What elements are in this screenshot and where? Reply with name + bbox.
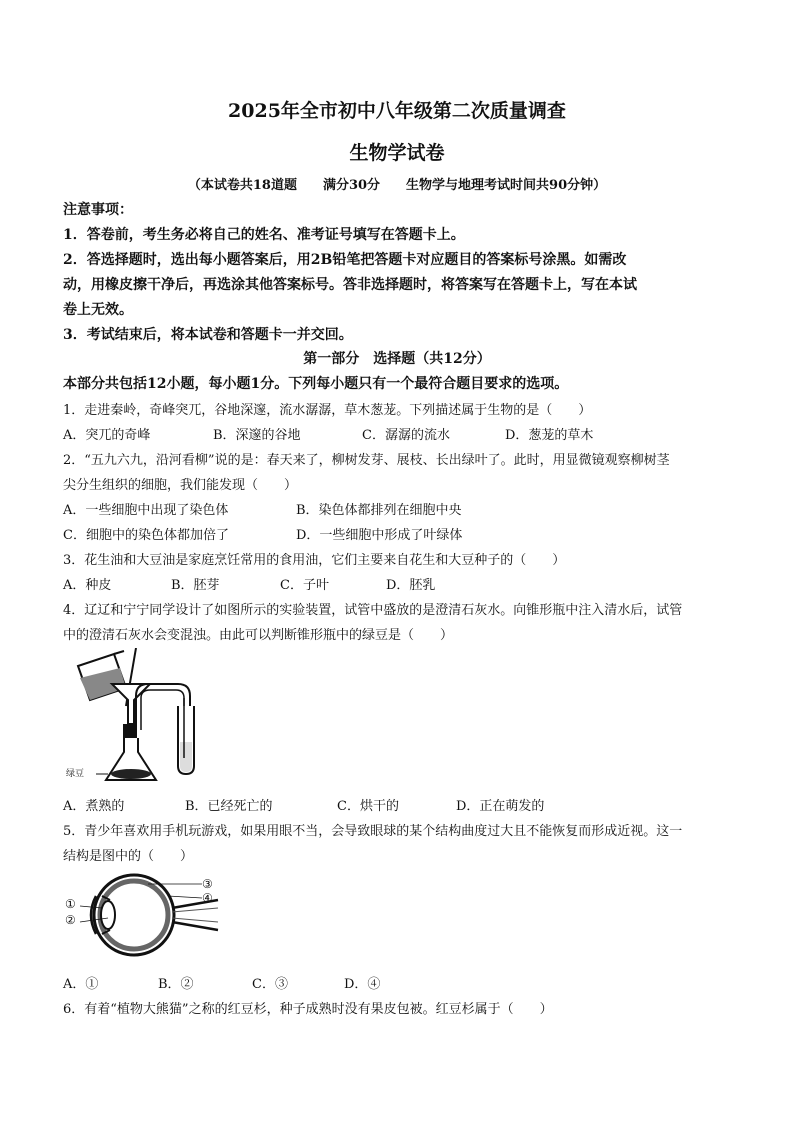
q4-option-b: B．已经死亡的 [185, 799, 273, 814]
note-2a: 2．答选择题时，选出每小题答案后，用2B铅笔把答题卡对应题目的答案标号涂黑。如需改 [63, 252, 627, 268]
q3-option-b: B．胚芽 [171, 578, 220, 593]
exam-title: 2025年全市初中八年级第二次质量调查 [228, 100, 566, 122]
q6-stem: 6．有着“植物大熊猫”之称的红豆杉，种子成熟时没有果皮包被。红豆杉属于（ ） [63, 1002, 553, 1017]
q1-option-b: B．深邃的谷地 [213, 428, 301, 443]
section-instruction: 本部分共包括12小题，每小题1分。下列每小题只有一个最符合题目要求的选项。 [63, 376, 569, 392]
q1-stem: 1．走进秦岭，奇峰突兀，谷地深邃，流水潺潺，草木葱茏。下列描述属于生物的是（ ） [63, 403, 592, 418]
note-2c: 卷上无效。 [63, 302, 133, 318]
q2-option-c: C．细胞中的染色体都加倍了 [63, 528, 229, 543]
note-2b: 动，用橡皮擦干净后，再选涂其他答案标号。答非选择题时，将答案写在答题卡上，写在本试 [63, 277, 637, 293]
q4-stem-line1: 4．辽辽和宁宁同学设计了如图所示的实验装置，试管中盛放的是澄清石灰水。向锥形瓶中注入清水后，试管 [63, 603, 683, 618]
q5-option-a: A．① [63, 977, 99, 992]
q2-stem-line1: 2．“五九六九，沿河看柳”说的是：春天来了，柳树发芽、展枝、长出绿叶了。此时，用显微镜观察柳树茎 [63, 453, 670, 468]
q2-stem-line2: 尖分生组织的细胞，我们能发现（ ） [63, 478, 298, 493]
section-title: 第一部分 选择题（共12分） [303, 351, 491, 367]
q1-option-d: D．葱茏的草木 [505, 428, 594, 443]
note-3: 3．考试结束后，将本试卷和答题卡一并交回。 [63, 327, 353, 343]
q1-option-a: A．突兀的奇峰 [63, 428, 151, 443]
q4-option-d: D．正在萌发的 [456, 799, 545, 814]
beaker [78, 651, 126, 700]
notes-heading: 注意事项： [63, 202, 133, 218]
q5-option-d: D．④ [344, 977, 381, 992]
q3-option-d: D．胚乳 [386, 578, 436, 593]
mung-bean-label: 绿豆 [66, 769, 85, 779]
q4-option-c: C．烘干的 [337, 799, 399, 814]
q2-option-a: A．一些细胞中出现了染色体 [63, 503, 229, 518]
q3-option-a: A．种皮 [63, 578, 112, 593]
eye-label-2: ② [65, 913, 76, 927]
exam-subtitle: 生物学试卷 [349, 142, 445, 164]
conical-flask [106, 724, 156, 780]
q5-stem-line1: 5．青少年喜欢用手机玩游戏，如果用眼不当，会导致眼球的某个结构曲度过大且不能恢复而形成近视。这一 [63, 824, 683, 839]
q5-stem-line2: 结构是图中的（ ） [63, 849, 194, 864]
q4-stem-line2: 中的澄清石灰水会变混浊。由此可以判断锥形瓶中的绿豆是（ ） [63, 628, 454, 643]
lens [101, 901, 115, 929]
q4-option-a: A．煮熟的 [63, 799, 125, 814]
q3-option-c: C．子叶 [280, 578, 329, 593]
germination-apparatus-figure [66, 648, 206, 788]
exam-info: （本试卷共18道题 满分30分 生物学与地理考试时间共90分钟） [187, 178, 607, 193]
q2-option-d: D．一些细胞中形成了叶绿体 [296, 528, 463, 543]
q3-stem: 3．花生油和大豆油是家庭烹饪常用的食用油，它们主要来自花生和大豆种子的（ ） [63, 553, 566, 568]
eye-label-4: ④ [202, 891, 213, 905]
eye-label-3: ③ [202, 877, 213, 891]
q5-option-c: C．③ [252, 977, 288, 992]
note-1: 1．答卷前，考生务必将自己的姓名、准考证号填写在答题卡上。 [63, 227, 465, 243]
mung-beans [111, 769, 151, 779]
q2-option-b: B．染色体都排列在细胞中央 [296, 503, 462, 518]
funnel [112, 684, 150, 724]
q5-option-b: B．② [158, 977, 194, 992]
eye-label-1: ① [65, 897, 76, 911]
eyeball-diagram [72, 870, 222, 960]
q1-option-c: C．潺潺的流水 [362, 428, 450, 443]
